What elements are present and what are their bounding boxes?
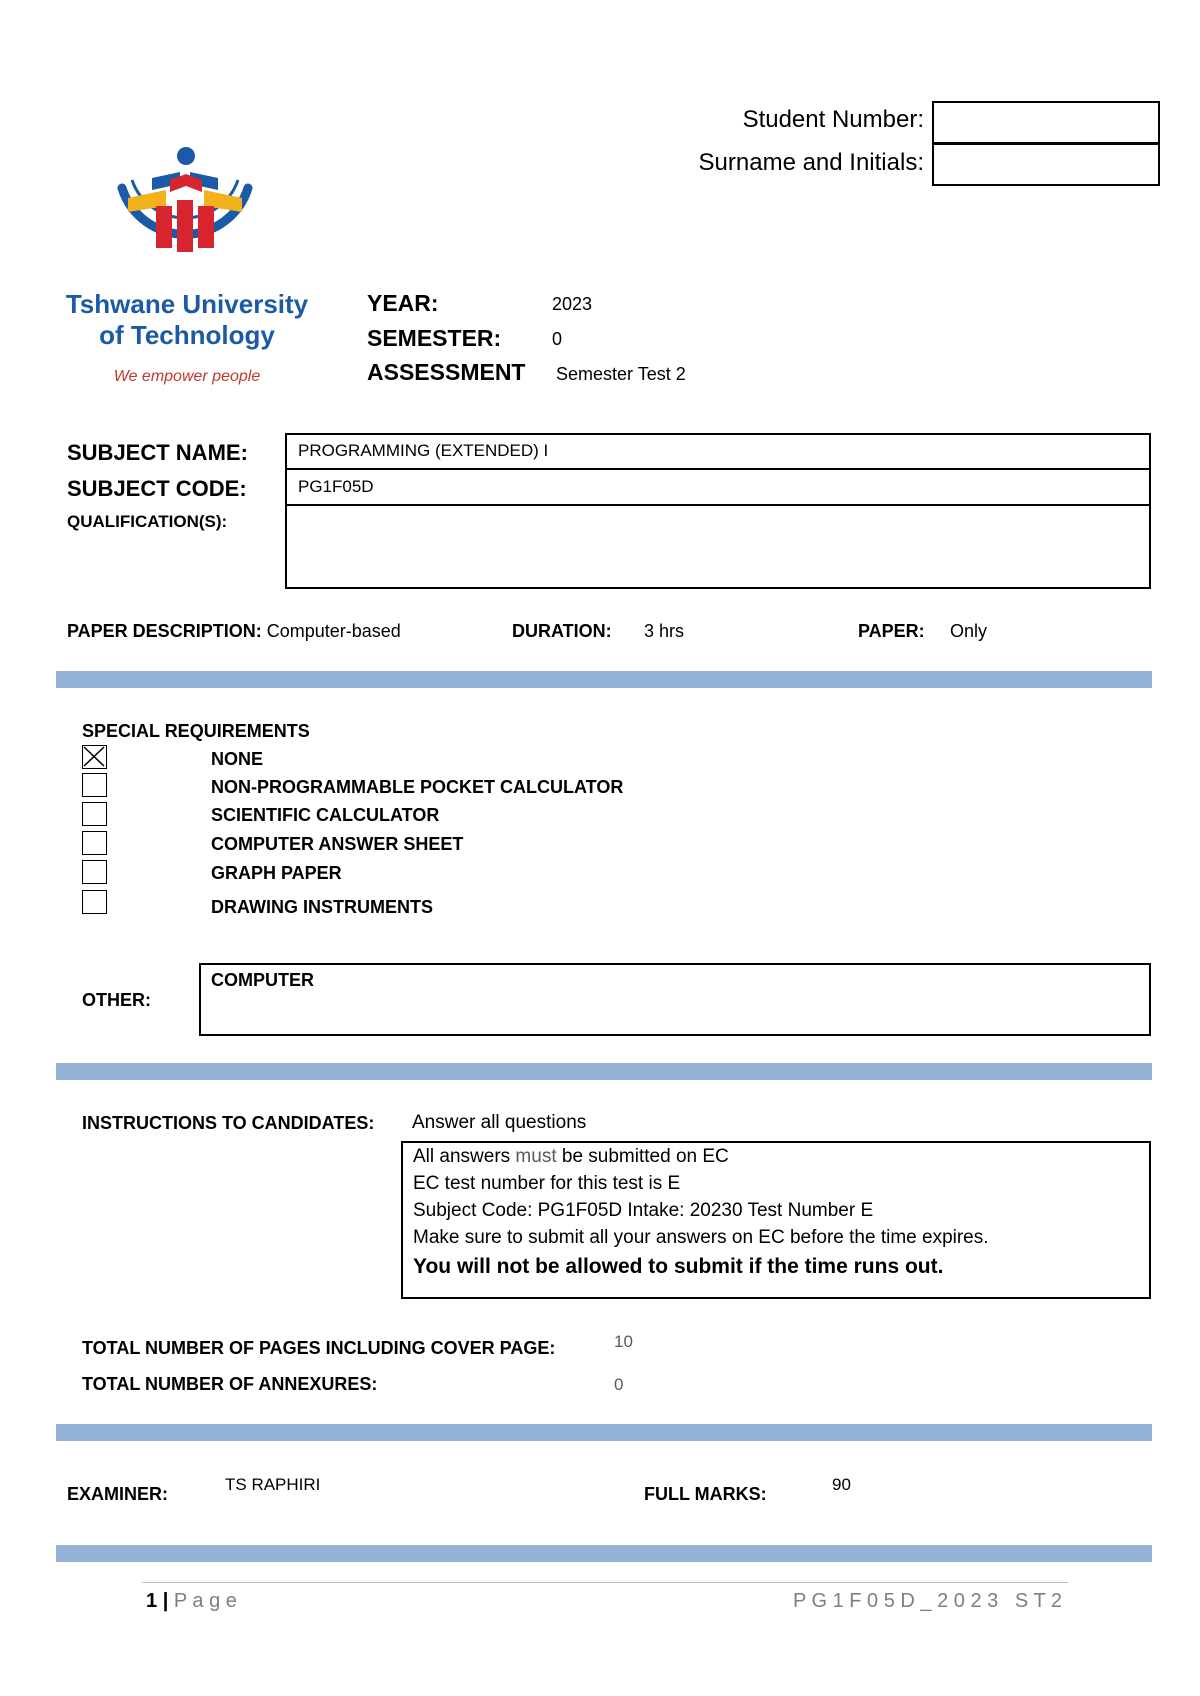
year-value: 2023 bbox=[552, 294, 593, 314]
duration-value: 3 hrs bbox=[644, 621, 685, 641]
student-number-label: Student Number: bbox=[742, 106, 924, 133]
checkbox-drawing-instruments[interactable] bbox=[82, 890, 107, 914]
total-annexures-label: TOTAL NUMBER OF ANNEXURES: bbox=[82, 1374, 378, 1394]
tut-emblem-icon bbox=[110, 140, 260, 280]
year-label: YEAR: bbox=[367, 290, 439, 316]
instruction-line-1-pre: All answers bbox=[413, 1146, 516, 1167]
instruction-line-1-post: be submitted on EC bbox=[556, 1146, 729, 1167]
total-pages-value: 10 bbox=[614, 1332, 633, 1351]
footer-rule bbox=[142, 1582, 1068, 1583]
examiner-label: EXAMINER: bbox=[67, 1484, 169, 1504]
paper-label: PAPER: bbox=[858, 621, 925, 641]
instruction-line-3: Subject Code: PG1F05D Intake: 20230 Test Number E bbox=[413, 1200, 874, 1221]
subject-name-value: PROGRAMMING (EXTENDED) I bbox=[298, 441, 549, 460]
instruction-line-1-must: must bbox=[515, 1146, 557, 1167]
other-value: COMPUTER bbox=[211, 970, 314, 990]
surname-field[interactable] bbox=[932, 143, 1160, 186]
other-box bbox=[199, 963, 1151, 1036]
qualification-box bbox=[285, 504, 1151, 589]
qualification-label: QUALIFICATION(S): bbox=[67, 512, 228, 531]
semester-label: SEMESTER: bbox=[367, 325, 502, 351]
assessment-label: ASSESSMENT bbox=[367, 359, 526, 385]
surname-label: Surname and Initials: bbox=[698, 149, 924, 176]
student-number-field[interactable] bbox=[932, 101, 1160, 144]
total-pages-label: TOTAL NUMBER OF PAGES INCLUDING COVER PAGE: bbox=[82, 1338, 556, 1358]
subject-name-label: SUBJECT NAME: bbox=[67, 440, 248, 465]
divider-bar-2 bbox=[56, 1063, 1152, 1080]
requirement-none-label: NONE bbox=[211, 749, 264, 769]
subject-code-label: SUBJECT CODE: bbox=[67, 476, 247, 501]
subject-code-value: PG1F05D bbox=[298, 477, 374, 496]
requirement-scientific-label: SCIENTIFIC CALCULATOR bbox=[211, 805, 440, 825]
paper-description-label: PAPER DESCRIPTION: bbox=[67, 621, 262, 641]
instructions-label: INSTRUCTIONS TO CANDIDATES: bbox=[82, 1113, 375, 1133]
divider-bar-4 bbox=[56, 1545, 1152, 1562]
paper-description bbox=[67, 621, 401, 642]
requirement-graph-paper-label: GRAPH PAPER bbox=[211, 863, 342, 883]
special-requirements-title: SPECIAL REQUIREMENTS bbox=[82, 721, 310, 741]
instructions-first-line: Answer all questions bbox=[412, 1112, 587, 1133]
university-name-line1: Tshwane University bbox=[65, 289, 309, 319]
checkbox-none[interactable] bbox=[82, 745, 107, 769]
requirement-drawing-label: DRAWING INSTRUMENTS bbox=[211, 897, 433, 917]
checkbox-scientific-calculator[interactable] bbox=[82, 802, 107, 826]
checkbox-non-programmable-calculator[interactable] bbox=[82, 773, 107, 797]
footer-code: P G 1 F 0 5 D _ 2 0 2 3 S T 2 bbox=[792, 1590, 1062, 1612]
paper-description-value: Computer-based bbox=[266, 621, 401, 641]
footer-page bbox=[146, 1590, 237, 1613]
requirement-answer-sheet-label: COMPUTER ANSWER SHEET bbox=[211, 834, 464, 854]
divider-bar-3 bbox=[56, 1424, 1152, 1441]
footer-page-number: 1 bbox=[146, 1590, 158, 1612]
instruction-line-5: You will not be allowed to submit if the time runs out. bbox=[413, 1255, 944, 1278]
instruction-line-4: Make sure to submit all your answers on EC before the time expires. bbox=[413, 1227, 989, 1248]
footer-separator: | bbox=[162, 1590, 169, 1612]
other-label: OTHER: bbox=[82, 990, 151, 1010]
instructions-box bbox=[401, 1141, 1151, 1299]
subject-name-box bbox=[285, 433, 1151, 470]
requirement-calculator-label: NON-PROGRAMMABLE POCKET CALCULATOR bbox=[211, 777, 624, 797]
instruction-line-2: EC test number for this test is E bbox=[413, 1173, 681, 1194]
university-name-line2: of Technology bbox=[99, 320, 275, 350]
checked-x-icon bbox=[83, 746, 105, 767]
duration-label: DURATION: bbox=[512, 621, 612, 641]
full-marks-label: FULL MARKS: bbox=[644, 1484, 767, 1504]
divider-bar-1 bbox=[56, 671, 1152, 688]
paper-value: Only bbox=[950, 621, 988, 641]
assessment-value: Semester Test 2 bbox=[556, 364, 686, 384]
semester-value: 0 bbox=[552, 329, 563, 349]
footer-page-word: P a g e bbox=[173, 1590, 237, 1612]
university-logo bbox=[110, 140, 260, 280]
instruction-line-1 bbox=[413, 1146, 729, 1168]
university-tagline: We empower people bbox=[113, 368, 261, 385]
total-annexures-value: 0 bbox=[614, 1375, 624, 1394]
examiner-value: TS RAPHIRI bbox=[225, 1475, 321, 1494]
checkbox-computer-answer-sheet[interactable] bbox=[82, 831, 107, 855]
subject-code-box bbox=[285, 468, 1151, 506]
full-marks-value: 90 bbox=[832, 1475, 851, 1494]
checkbox-graph-paper[interactable] bbox=[82, 860, 107, 884]
